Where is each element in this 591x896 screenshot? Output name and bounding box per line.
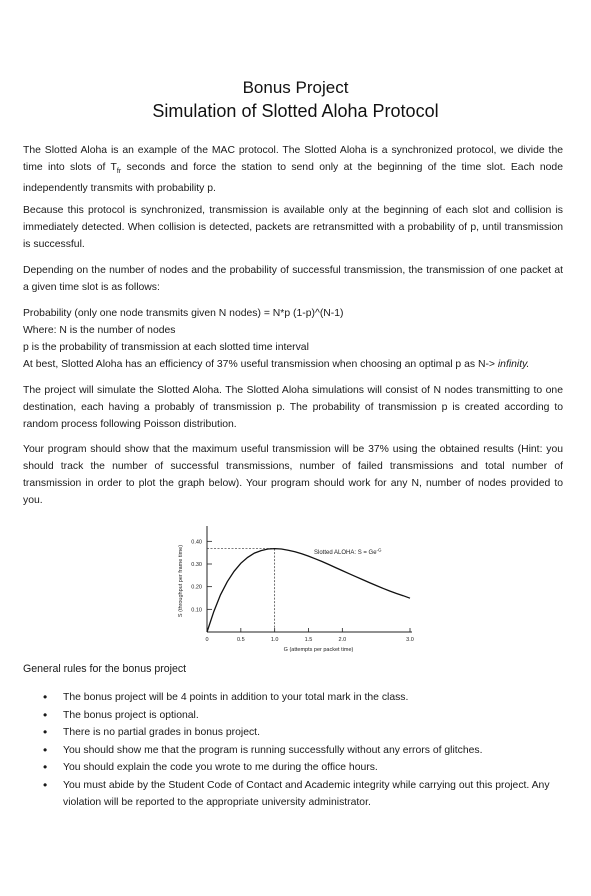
where-n-line: Where: N is the number of nodes: [23, 325, 176, 336]
rules-list: [23, 689, 563, 812]
x-tick-label: 3.0: [406, 637, 414, 643]
rules-heading: General rules for the bonus project: [23, 663, 187, 675]
rule-item: • The bonus project is optional.: [23, 707, 563, 725]
paragraph-intro-text-b: seconds and force the station to send only at the beginning of the time slot. Each node independently transmits with probability p.: [23, 162, 563, 195]
where-p-line: p is the probability of transmission at each slotted time interval: [23, 342, 309, 353]
rule-item: • You should show me that the program is running successfully without any errors of glitches.: [23, 742, 563, 760]
x-tick-label: 0: [205, 637, 209, 643]
series-label: Slotted ALOHA: $S = Ge^{-G}$: [314, 547, 382, 556]
paragraph-synchronization: Because this protocol is synchronized, transmission is available only at the beginning of each slot and collision is immediately detected. When collision is detected, packets are retransmitted with a probability of p, until transmission is successful.: [23, 205, 563, 250]
formula-line: Probability (only one node transmits given N nodes) = N*p (1-p)^(N-1): [23, 308, 344, 319]
x-tick-label: 1.0: [270, 637, 279, 643]
y-tick-label: 0.30: [191, 562, 202, 568]
series-label-exponent: -G: [376, 547, 382, 553]
x-axis-label: G (attempts per packet time): [283, 647, 354, 653]
document-subtitle: Simulation of Slotted Aloha Protocol: [152, 101, 439, 121]
rule-item: • The bonus project will be 4 points in addition to your total mark in the class.: [23, 689, 563, 707]
paragraph-program: Your program should show that the maximum useful transmission will be 37% using the obtained results (Hint: you should track the number of successful transmissions, number of failed transmissions and total number of transmission in order to plot the graph below). Your program should work for any N, number of nodes provided to you.: [23, 444, 563, 506]
document-title: Bonus Project: [242, 78, 349, 97]
x-tick-label: 2.0: [338, 637, 347, 643]
aloha-throughput-chart: [170, 520, 430, 655]
rule-item: • You must abide by the Student Code of Contact and Academic integrity while carrying out this project. Any violation will be reported to the appropriate university administrator.: [23, 777, 563, 812]
y-tick-label: 0.40: [191, 539, 202, 546]
x-tick-label: 0.5: [237, 637, 245, 643]
rule-item: • There is no partial grades in bonus project.: [23, 724, 563, 742]
efficiency-line: [23, 356, 529, 373]
y-tick-label: 0.20: [191, 584, 202, 591]
tfr-subscript: fr: [116, 168, 122, 176]
paragraph-intro-text-a: The Slotted Aloha is an example of the MAC protocol. The Slotted Aloha is a synchronized protocol, we divide the time into slots of T: [23, 145, 563, 173]
rule-item: • You should explain the code you wrote to me during the office hours.: [23, 759, 563, 777]
paragraph-intro: [23, 142, 563, 197]
infinity-text: infinity.: [497, 359, 530, 370]
paragraph-simulation: The project will simulate the Slotted Aloha. The Slotted Aloha simulations will consist of N nodes transmitting to one destination, each having a probably of transmission p. The probability of transmission p is created according to random process following Poisson distribution.: [23, 385, 563, 430]
x-tick-label: 1.5: [304, 637, 313, 643]
y-tick-label: 0.10: [191, 607, 202, 614]
paragraph-probability-intro: Depending on the number of nodes and the probability of successful transmission, the transmission of one packet at a given time slot is as follows:: [23, 265, 563, 293]
efficiency-text: At best, Slotted Aloha has an efficiency of 37% useful transmission when choosing an optimal p as N->: [23, 359, 498, 370]
throughput-curve: [207, 549, 410, 632]
y-axis-label: S (throughput per frame time): [178, 544, 184, 618]
